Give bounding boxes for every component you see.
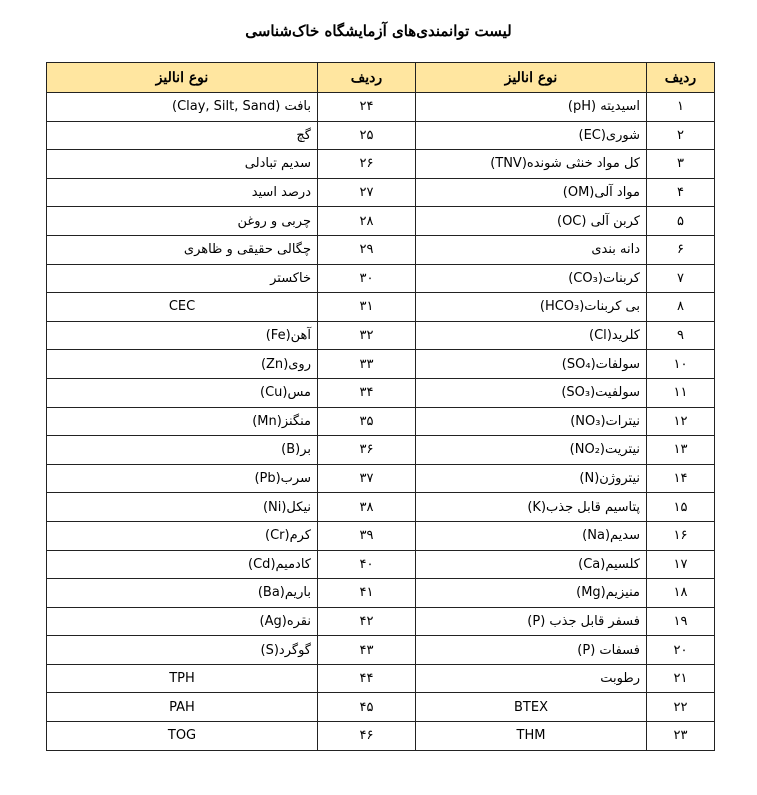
analysis-name: نیتروژن(N) (416, 464, 647, 493)
analysis-name: شوری(EC) (416, 121, 647, 150)
analysis-name: منگنز(Mn) (47, 407, 318, 436)
analysis-name: روی(Zn) (47, 350, 318, 379)
row-number: ۶ (647, 235, 715, 264)
row-number: ۱۷ (647, 550, 715, 579)
header-row-number-left: ردیف (318, 63, 416, 93)
analysis-name: کربنات(CO₃) (416, 264, 647, 293)
row-number: ۱۸ (647, 579, 715, 608)
analysis-name: نیترات(NO₃) (416, 407, 647, 436)
analysis-name: فسفر قابل جذب (P) (416, 607, 647, 636)
analysis-name: بافت (Clay, Silt, Sand) (47, 93, 318, 122)
analysis-name: سولفیت(SO₃) (416, 378, 647, 407)
row-number: ۴۰ (318, 550, 416, 579)
analysis-name: آهن(Fe) (47, 321, 318, 350)
table-row (47, 93, 715, 122)
table-row (47, 722, 715, 751)
analysis-name: TPH (47, 664, 318, 693)
row-number: ۳۱ (318, 293, 416, 322)
table-row (47, 607, 715, 636)
row-number: ۳۶ (318, 436, 416, 465)
row-number: ۲۷ (318, 178, 416, 207)
analysis-name: پتاسیم قابل جذب(K) (416, 493, 647, 522)
row-number: ۴ (647, 178, 715, 207)
analysis-name: بر(B) (47, 436, 318, 465)
table-row (47, 436, 715, 465)
table-row (47, 521, 715, 550)
row-number: ۴۲ (318, 607, 416, 636)
analysis-name: کرم(Cr) (47, 521, 318, 550)
table-row (47, 550, 715, 579)
row-number: ۴۳ (318, 636, 416, 665)
row-number: ۳۹ (318, 521, 416, 550)
analysis-name: BTEX (416, 693, 647, 722)
row-number: ۳ (647, 150, 715, 179)
analysis-name: فسفات (P) (416, 636, 647, 665)
analysis-name: رطوبت (416, 664, 647, 693)
row-number: ۵ (647, 207, 715, 236)
row-number: ۱۴ (647, 464, 715, 493)
analysis-name: خاکستر (47, 264, 318, 293)
row-number: ۲۲ (647, 693, 715, 722)
table-row (47, 321, 715, 350)
analysis-name: درصد اسید (47, 178, 318, 207)
analysis-name: سدیم(Na) (416, 521, 647, 550)
table-row (47, 579, 715, 608)
row-number: ۱۶ (647, 521, 715, 550)
analysis-name: منیزیم(Mg) (416, 579, 647, 608)
analysis-name: کلسیم(Ca) (416, 550, 647, 579)
row-number: ۲۰ (647, 636, 715, 665)
analysis-name: سدیم تبادلی (47, 150, 318, 179)
table-row (47, 207, 715, 236)
analysis-name: سولفات(SO₄) (416, 350, 647, 379)
row-number: ۱۲ (647, 407, 715, 436)
analysis-name: چگالی حقیقی و ظاهری (47, 235, 318, 264)
header-row-number-right: ردیف (647, 63, 715, 93)
analysis-name: نقره(Ag) (47, 607, 318, 636)
analysis-name: گوگرد(S) (47, 636, 318, 665)
header-analysis-type-right: نوع انالیز (416, 63, 647, 93)
analysis-name: نیکل(Ni) (47, 493, 318, 522)
row-number: ۴۵ (318, 693, 416, 722)
table-row (47, 293, 715, 322)
row-number: ۳۵ (318, 407, 416, 436)
table-row (47, 264, 715, 293)
row-number: ۲۵ (318, 121, 416, 150)
row-number: ۲۶ (318, 150, 416, 179)
row-number: ۱۵ (647, 493, 715, 522)
analysis-name: باریم(Ba) (47, 579, 318, 608)
row-number: ۳۷ (318, 464, 416, 493)
analysis-name: گچ (47, 121, 318, 150)
analysis-name: CEC (47, 293, 318, 322)
analysis-name: نیتریت(NO₂) (416, 436, 647, 465)
table-row (47, 493, 715, 522)
analysis-name: PAH (47, 693, 318, 722)
table-row (47, 693, 715, 722)
table-row (47, 150, 715, 179)
row-number: ۸ (647, 293, 715, 322)
row-number: ۴۴ (318, 664, 416, 693)
analysis-name: کادمیم(Cd) (47, 550, 318, 579)
row-number: ۱۹ (647, 607, 715, 636)
row-number: ۲۱ (647, 664, 715, 693)
analysis-name: THM (416, 722, 647, 751)
analysis-name: کل مواد خنثی شونده(TNV) (416, 150, 647, 179)
table-row (47, 407, 715, 436)
row-number: ۳۳ (318, 350, 416, 379)
row-number: ۹ (647, 321, 715, 350)
row-number: ۱۰ (647, 350, 715, 379)
analysis-name: کلرید(Cl) (416, 321, 647, 350)
header-analysis-type-left: نوع انالیز (47, 63, 318, 93)
row-number: ۴۶ (318, 722, 416, 751)
table-row (47, 378, 715, 407)
row-number: ۲۹ (318, 235, 416, 264)
analysis-name: دانه بندی (416, 235, 647, 264)
row-number: ۷ (647, 264, 715, 293)
analysis-name: TOG (47, 722, 318, 751)
table-row (47, 178, 715, 207)
table-row (47, 350, 715, 379)
row-number: ۱۳ (647, 436, 715, 465)
table-row (47, 664, 715, 693)
row-number: ۳۰ (318, 264, 416, 293)
table-row (47, 464, 715, 493)
row-number: ۲۸ (318, 207, 416, 236)
row-number: ۳۴ (318, 378, 416, 407)
row-number: ۱ (647, 93, 715, 122)
row-number: ۱۱ (647, 378, 715, 407)
row-number: ۲۳ (647, 722, 715, 751)
analysis-name: مواد آلی(OM) (416, 178, 647, 207)
table-row (47, 235, 715, 264)
table-row (47, 121, 715, 150)
analysis-name: بی کربنات(HCO₃) (416, 293, 647, 322)
analysis-name: چربی و روغن (47, 207, 318, 236)
row-number: ۳۲ (318, 321, 416, 350)
analysis-name: کربن آلی (OC) (416, 207, 647, 236)
row-number: ۴۱ (318, 579, 416, 608)
analysis-name: مس(Cu) (47, 378, 318, 407)
page-title: لیست توانمندی‌های آزمایشگاه خاک‌شناسی (245, 22, 512, 40)
analysis-name: سرب(Pb) (47, 464, 318, 493)
row-number: ۳۸ (318, 493, 416, 522)
row-number: ۲ (647, 121, 715, 150)
table-row (47, 636, 715, 665)
analysis-name: اسیدیته (pH) (416, 93, 647, 122)
row-number: ۲۴ (318, 93, 416, 122)
header-row (47, 63, 715, 93)
analysis-table (46, 62, 715, 751)
